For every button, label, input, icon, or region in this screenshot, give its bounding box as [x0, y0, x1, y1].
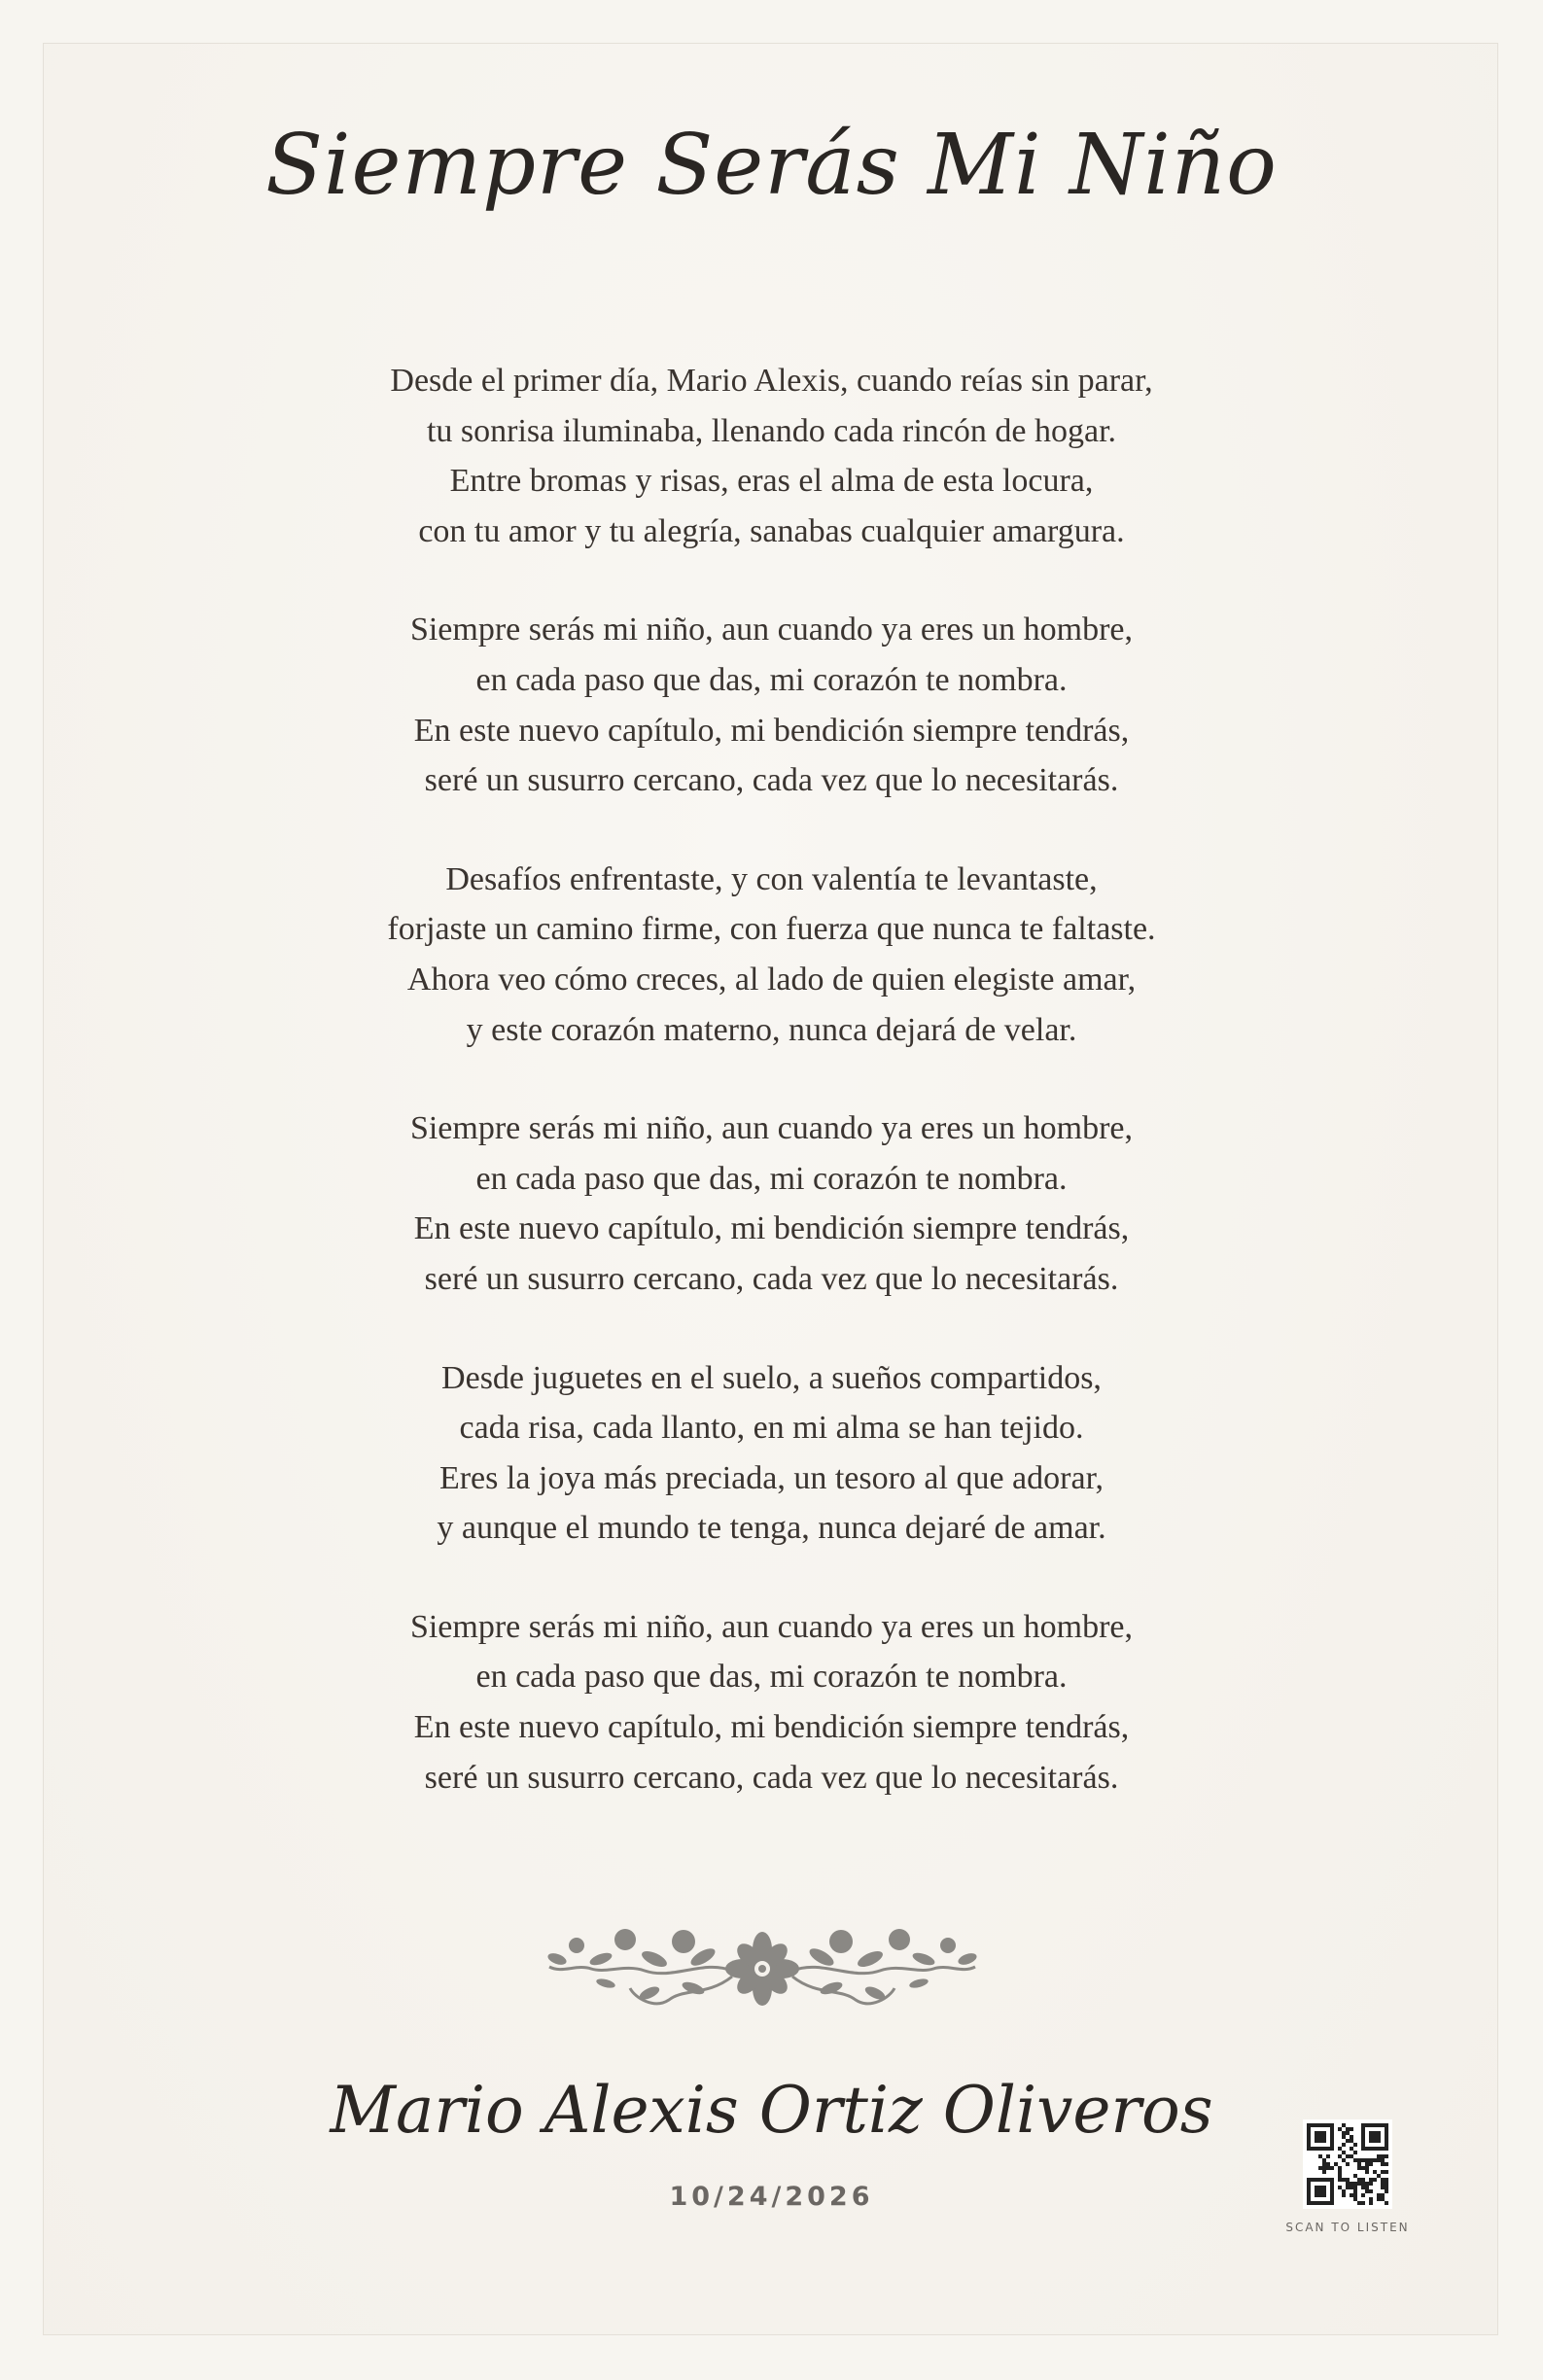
poem-line: Desde el primer día, Mario Alexis, cuando reías sin parar,: [390, 363, 1153, 399]
poem-line: seré un susurro cercano, cada vez que lo necesitarás.: [424, 762, 1119, 799]
poem-stanza: [0, 356, 1543, 556]
author-name: Mario Alexis Ortiz Oliveros: [330, 2073, 1213, 2148]
poem-line: seré un susurro cercano, cada vez que lo necesitarás.: [424, 1759, 1119, 1796]
poem-title: Siempre Serás Mi Niño: [265, 117, 1278, 214]
poem-stanza: [0, 1103, 1543, 1304]
poem-line: Siempre serás mi niño, aun cuando ya eres un hombre,: [409, 612, 1134, 648]
date-label: 10/24/2026: [669, 2182, 874, 2212]
poem-stanza: [0, 1353, 1543, 1554]
poem-line: en cada paso que das, mi corazón te nombra.: [475, 1659, 1068, 1696]
poem-stanza: [0, 855, 1543, 1055]
poem-line: Siempre serás mi niño, aun cuando ya eres un hombre,: [409, 1110, 1134, 1147]
poem-line: En este nuevo capítulo, mi bendición siempre tendrás,: [413, 1210, 1130, 1247]
poem-line: En este nuevo capítulo, mi bendición siempre tendrás,: [413, 712, 1130, 749]
poem-line: con tu amor y tu alegría, sanabas cualquier amargura.: [418, 512, 1125, 549]
poem-stanza: [0, 605, 1543, 805]
poem-line: forjaste un camino firme, con fuerza que nunca te faltaste.: [387, 911, 1156, 948]
qr-code-icon[interactable]: [1303, 2119, 1392, 2209]
poem-line: seré un susurro cercano, cada vez que lo necesitarás.: [424, 1260, 1119, 1297]
poem-body: [0, 356, 1543, 1851]
poem-line: Eres la joya más preciada, un tesoro al que adorar,: [438, 1459, 1105, 1496]
floral-divider-icon: [538, 1920, 987, 2017]
poem-line: Desde juguetes en el suelo, a sueños compartidos,: [441, 1359, 1102, 1396]
poem-line: en cada paso que das, mi corazón te nombra.: [475, 1160, 1068, 1197]
poem-line: Ahora veo cómo creces, al lado de quien elegiste amar,: [406, 961, 1137, 998]
poem-line: En este nuevo capítulo, mi bendición siempre tendrás,: [413, 1709, 1130, 1746]
poem-line: y este corazón materno, nunca dejará de velar.: [466, 1011, 1077, 1048]
poem-line: cada risa, cada llanto, en mi alma se han tejido.: [459, 1410, 1084, 1447]
poem-line: tu sonrisa iluminaba, llenando cada rincón de hogar.: [426, 412, 1117, 449]
poem-stanza: [0, 1602, 1543, 1802]
poem-line: Desafíos enfrentaste, y con valentía te levantaste,: [445, 860, 1098, 897]
poem-line: en cada paso que das, mi corazón te nombra.: [475, 661, 1068, 698]
qr-label: SCAN TO LISTEN: [1285, 2221, 1410, 2234]
poem-line: Siempre serás mi niño, aun cuando ya eres un hombre,: [409, 1608, 1134, 1645]
poem-line: y aunque el mundo te tenga, nunca dejaré de amar.: [437, 1510, 1106, 1547]
poem-line: Entre bromas y risas, eras el alma de esta locura,: [449, 463, 1094, 500]
